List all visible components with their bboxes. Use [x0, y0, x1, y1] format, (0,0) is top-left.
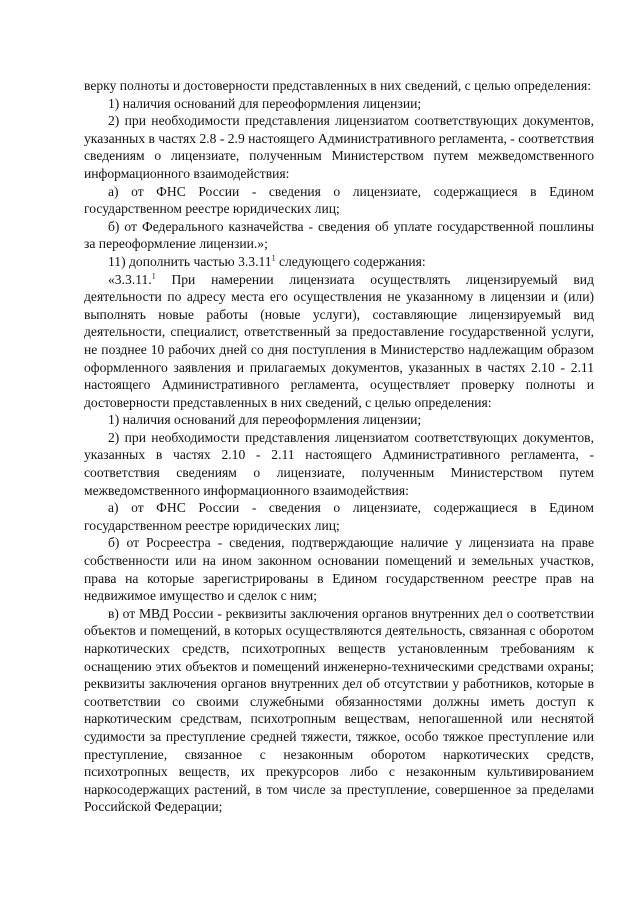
document-page — [84, 77, 594, 816]
paragraph-8: 2) при необходимости представления лицензиатом соответствующих документов, указанных в частях 2.10 - 2.11 настоящего Административного регламента, - соответствия сведениям о лицензиате, полученным Министерством путем межведомственного информационного взаимодействия: — [84, 429, 594, 498]
paragraph-7: 1) наличия оснований для переоформления лицензии; — [108, 412, 422, 428]
footnote-marker: 1 — [271, 253, 276, 263]
paragraph-6: «3.3.11.$^1$ При намерении лицензиата осуществлять лицензируемый вид деятельности по адресу места его осуществления не указанному в лицензии и (или) выполнять новые работы (новые услуги), составляющие лицензируемый вид деятельности, специалист, ответственный за предоставление государственной услуги, не позднее 10 рабочих дней со дня поступления в Министерство надлежащим образом оформленного заявления и прилагаемых документов, указанных в частях 2.10 - 2.11 настоящего Административного регламента, осуществляет проверку полноты и достоверности представленных в них сведений, с целью определения: — [84, 271, 594, 410]
paragraph-0: верку полноты и достоверности представленных в них сведений, с целью определения: — [84, 78, 592, 93]
paragraph-10: б) от Росреестра - сведения, подтверждающие наличие у лицензиата на праве собственности или на ином законном основании помещений и земельных участков, права на которые зарегистрированы в Едином государственном реестре прав на недвижимое имущество и сделок с ним; — [84, 535, 594, 604]
paragraph-4: б) от Федерального казначейства - сведения об уплате государственной пошлины за переоформление лицензии.»; — [84, 218, 594, 252]
paragraph-2: 2) при необходимости представления лицензиатом соответствующих документов, указанных в частях 2.8 - 2.9 настоящего Административного регламента, - соответствия сведениям о лицензиате, полученным Министерством путем межведомственного информационного взаимодействия: — [84, 113, 594, 181]
footnote-marker: 1 — [151, 271, 156, 280]
paragraph-5: 11) дополнить частью 3.3.11$^1$ следующего содержания: — [108, 253, 426, 269]
paragraph-11: в) от МВД России - реквизиты заключения органов внутренних дел о соответствии объектов и помещений, в которых осуществляются деятельность, связанная с оборотом наркотических средств, психотропных веществ установленным требованиям к оснащению этих объектов и помещений инженерно-техническими средствами охраны; реквизиты заключения органов внутренних дел об отсутствии у работников, которые в соответствии со своими служебными обязанностями должны иметь доступ к наркотическим средствам, психотропным веществам, непогашенной или неснятой судимости за преступление средней тяжести, тяжкое, особо тяжкое преступление или преступление, связанное с незаконным оборотом наркотических средств, психотропных веществ, их прекурсоров либо с незаконным культивированием наркосодержащих растений, в том числе за преступление, совершенное за пределами Российской Федерации; — [84, 605, 594, 815]
paragraph-9: а) от ФНС России - сведения о лицензиате, содержащиеся в Едином государственном реестре юридических лиц; — [84, 500, 594, 533]
paragraph-1: 1) наличия оснований для переоформления лицензии; — [108, 95, 422, 111]
paragraph-3: а) от ФНС России - сведения о лицензиате, содержащиеся в Едином государственном реестре юридических лиц; — [84, 183, 594, 217]
